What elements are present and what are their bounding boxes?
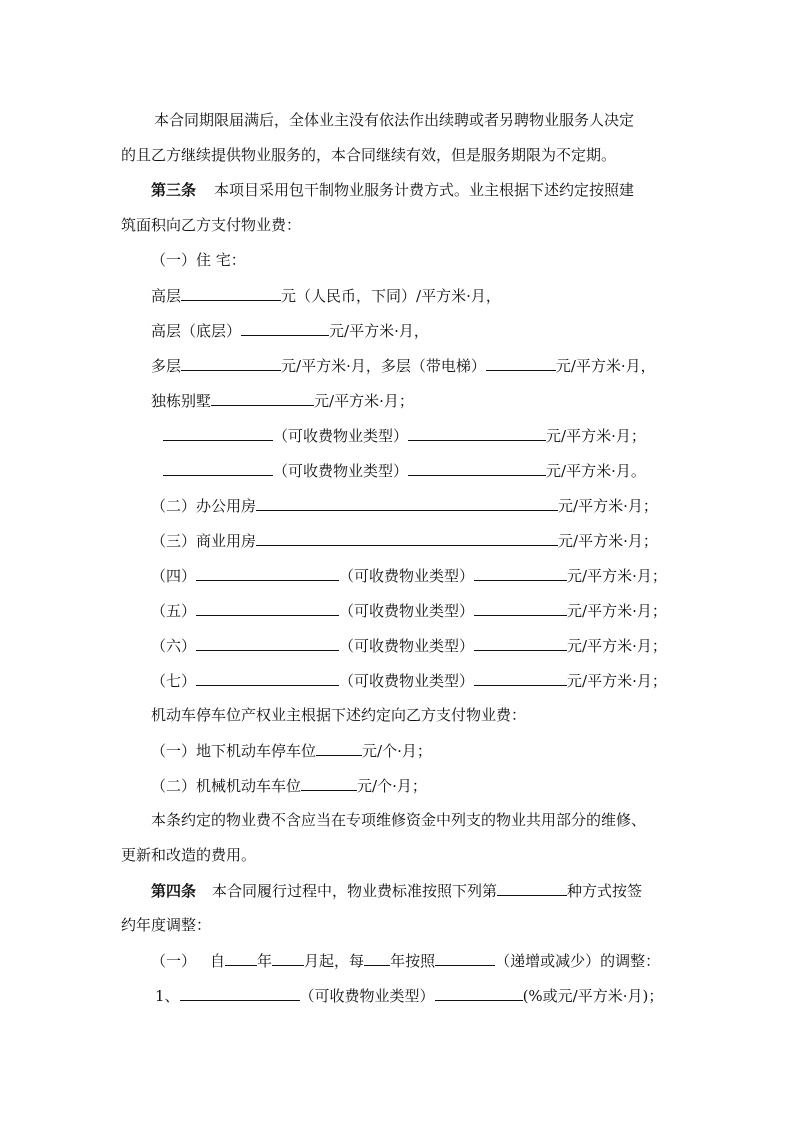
fee-other-row [151, 600, 667, 621]
other-row-fee-blank[interactable] [474, 670, 567, 686]
high-rise-label: 高层 [151, 287, 182, 305]
adjust-item-value-blank[interactable] [435, 985, 523, 1001]
adjust-item-unit: (%或元/平方米·月)； [522, 987, 664, 1005]
fee-villa [151, 390, 414, 411]
office-unit: 元/平方米·月； [558, 497, 658, 515]
para-term-expiry-line1: 本合同期限届满后，全体业主没有依法作出续聘或者另聘物业服务人决定 [154, 111, 635, 129]
article-4-text-b: 种方式按签 [567, 882, 643, 900]
high-rise-blank[interactable] [181, 285, 281, 301]
multi-storey-label: 多层 [151, 357, 182, 375]
custom-type-1-fee-blank[interactable] [408, 425, 546, 441]
other-row-type-label: （可收费物业类型） [339, 672, 475, 690]
multi-storey-elevator-blank[interactable] [486, 355, 556, 371]
adjust-amount-blank[interactable] [435, 950, 495, 966]
high-rise-ground-label: 高层（底层） [151, 322, 242, 340]
multi-storey-elevator-unit: 元/平方米·月， [555, 357, 656, 375]
mechanical-parking-label: （二）机械机动车车位 [151, 777, 302, 795]
custom-type-1-name-blank[interactable] [163, 425, 273, 441]
high-rise-ground-unit: 元/平方米·月， [329, 322, 429, 340]
other-row-fee-blank[interactable] [474, 635, 567, 651]
villa-label: 独栋别墅 [151, 392, 212, 410]
fee-multi-storey [151, 355, 656, 376]
fee-custom-type-2 [163, 460, 646, 481]
fee-other-row [151, 565, 667, 586]
article-3-line2: 筑面积向乙方支付物业费： [121, 216, 302, 234]
article-3-text: 本项目采用包干制物业服务计费方式。业主根据下述约定按照建 [214, 181, 635, 199]
custom-type-1-unit: 元/平方米·月； [546, 427, 646, 445]
fee-high-rise-ground [151, 320, 429, 341]
custom-type-1-label: （可收费物业类型） [273, 427, 409, 445]
note-line2: 更新和改造的费用。 [121, 846, 257, 864]
commercial-unit: 元/平方米·月； [558, 532, 658, 550]
custom-type-2-fee-blank[interactable] [408, 460, 546, 476]
commercial-label: （三）商业用房 [151, 532, 257, 550]
adjust-option-1 [151, 950, 660, 971]
adjust-item-1 [155, 985, 663, 1006]
multi-storey-blank[interactable] [181, 355, 281, 371]
mechanical-parking-blank[interactable] [301, 775, 357, 791]
other-row-fee-blank[interactable] [474, 565, 567, 581]
mechanical-parking-unit: 元/个·月； [357, 777, 427, 795]
article-4-label: 第四条 [151, 882, 197, 900]
other-row-type-label: （可收费物业类型） [339, 567, 475, 585]
adjust-start-month-blank[interactable] [272, 950, 304, 966]
fee-custom-type-1 [163, 425, 646, 446]
villa-unit: 元/平方米·月； [314, 392, 414, 410]
fee-mechanical-parking [151, 775, 427, 796]
underground-parking-unit: 元/个·月； [362, 742, 432, 760]
other-row-type-label: （可收费物业类型） [339, 637, 475, 655]
adjust-year-label: 年 [257, 952, 273, 970]
underground-parking-label: （一）地下机动车停车位 [151, 742, 317, 760]
other-row-unit: 元/平方米·月； [567, 602, 667, 620]
fee-underground-parking [151, 740, 432, 761]
article-4-line1 [151, 880, 642, 901]
fee-office [151, 495, 658, 516]
adjust-item-type-blank[interactable] [180, 985, 300, 1001]
custom-type-2-label: （可收费物业类型） [273, 462, 409, 480]
adjust-method-blank[interactable] [497, 880, 567, 896]
note-line1: 本条约定的物业费不含应当在专项维修资金中列支的物业共用部分的维修、 [151, 811, 647, 829]
other-row-type-blank[interactable] [196, 565, 339, 581]
article-4-text-a: 本合同履行过程中，物业费标准按照下列第 [212, 882, 498, 900]
custom-type-2-unit: 元/平方米·月。 [546, 462, 646, 480]
fee-high-rise [151, 285, 501, 306]
high-rise-ground-blank[interactable] [241, 320, 329, 336]
fee-commercial [151, 530, 658, 551]
other-row-number: （四） [151, 567, 197, 585]
article-3-line1 [151, 180, 634, 200]
villa-blank[interactable] [211, 390, 314, 406]
article-3-label: 第三条 [151, 181, 197, 199]
other-row-type-blank[interactable] [196, 670, 339, 686]
adjust-option-number: （一） [151, 952, 197, 970]
adjust-item-type-label: （可收费物业类型） [299, 987, 435, 1005]
other-row-number: （七） [151, 672, 197, 690]
adjust-mode-label: （递增或减少）的调整： [495, 952, 661, 970]
adjust-month-label: 月起，每 [304, 952, 365, 970]
other-row-number: （五） [151, 602, 197, 620]
adjust-from-label: 自 [210, 952, 226, 970]
other-row-unit: 元/平方米·月； [567, 672, 667, 690]
office-blank[interactable] [256, 495, 558, 511]
high-rise-unit: 元（人民币，下同）/平方米·月， [281, 287, 501, 305]
adjust-interval-label: 年按照 [390, 952, 436, 970]
multi-storey-unit: 元/平方米·月，多层（带电梯） [281, 357, 486, 375]
other-row-unit: 元/平方米·月； [567, 567, 667, 585]
para-term-expiry-line2: 的且乙方继续提供物业服务的，本合同继续有效，但是服务期限为不定期。 [121, 146, 617, 164]
custom-type-2-name-blank[interactable] [163, 460, 273, 476]
adjust-start-year-blank[interactable] [225, 950, 257, 966]
parking-intro: 机动车停车位产权业主根据下述约定向乙方支付物业费： [151, 706, 527, 724]
fee-other-row [151, 635, 667, 656]
commercial-blank[interactable] [256, 530, 558, 546]
other-row-unit: 元/平方米·月； [567, 637, 667, 655]
other-row-number: （六） [151, 637, 197, 655]
other-row-fee-blank[interactable] [474, 600, 567, 616]
fee-other-row [151, 670, 667, 691]
other-row-type-blank[interactable] [196, 635, 339, 651]
article-4-line2: 约年度调整： [121, 916, 212, 934]
other-row-type-label: （可收费物业类型） [339, 602, 475, 620]
office-label: （二）办公用房 [151, 497, 257, 515]
adjust-interval-blank[interactable] [364, 950, 390, 966]
other-row-type-blank[interactable] [196, 600, 339, 616]
underground-parking-blank[interactable] [316, 740, 362, 756]
residence-title: （一）住 宅： [151, 251, 246, 269]
adjust-item-number: 1、 [155, 987, 180, 1005]
